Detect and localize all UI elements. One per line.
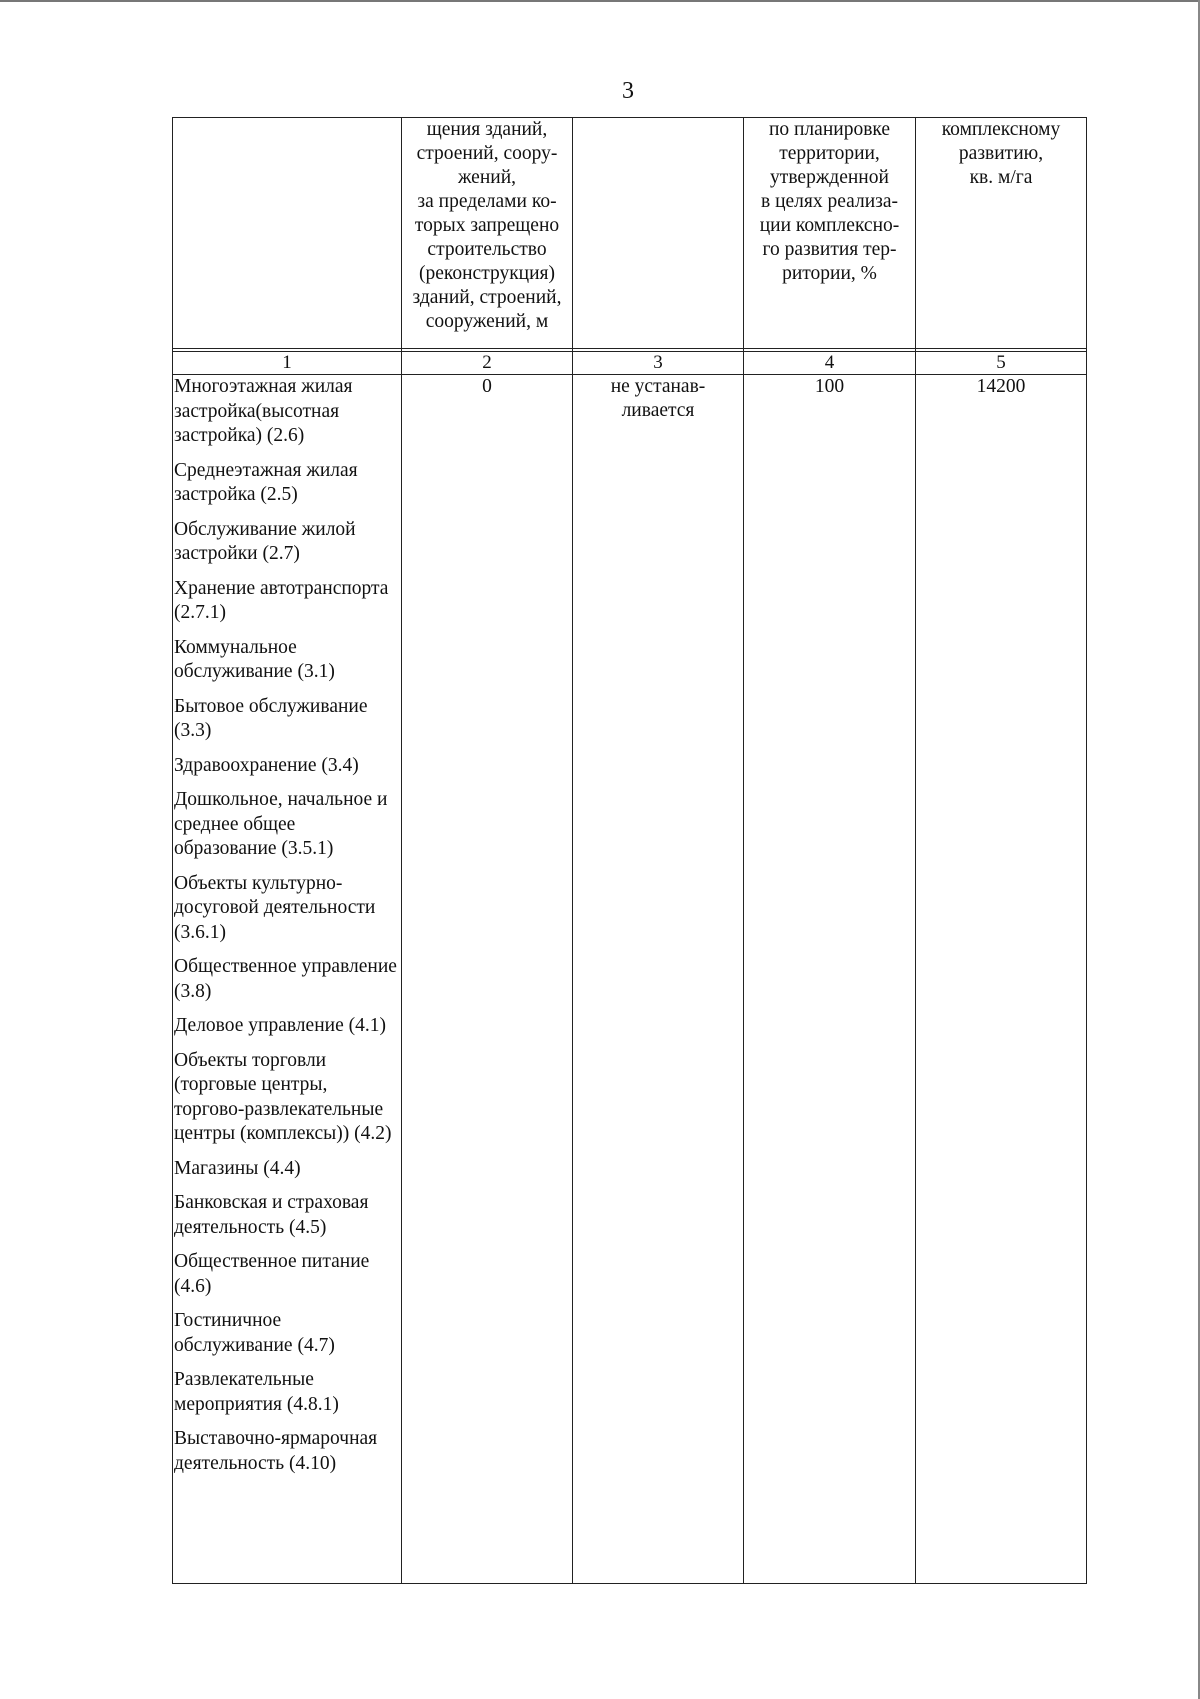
column-number: 4	[744, 352, 916, 375]
land-use-item: Объекты торговли (торговые центры, торгово-развлекательные центры (комплексы)) (4.2)	[174, 1049, 392, 1144]
min-setback-value: 0	[482, 376, 492, 397]
land-use-item: Коммунальное обслуживание (3.1)	[174, 636, 335, 682]
land-use-item: Объекты культурно-досуговой деятельности (3.6.1)	[174, 872, 376, 943]
header-cell-3	[573, 118, 744, 349]
col5-area-value: 14200	[976, 376, 1026, 397]
land-use-item: Хранение автотранспорта (2.7.1)	[174, 577, 389, 623]
column-number: 3	[573, 352, 744, 375]
table-body-row	[173, 375, 1087, 1584]
land-use-item: Деловое управление (4.1)	[174, 1015, 386, 1036]
header-cell-5: комплексному развитию, кв. м/га	[916, 118, 1087, 349]
column-number-row	[173, 352, 1087, 375]
land-use-item: Развлекательные мероприятия (4.8.1)	[174, 1369, 339, 1415]
column-number: 1	[173, 352, 402, 375]
col4-percent-value: 100	[814, 376, 845, 397]
page-number: 3	[622, 78, 634, 104]
value-cell-col2	[402, 375, 573, 1584]
header-cell-1	[173, 118, 402, 349]
land-use-list-cell	[173, 375, 402, 1584]
column-number: 2	[402, 352, 573, 375]
value-cell-col5	[916, 375, 1087, 1584]
col3-value: не устанав- ливается	[610, 376, 706, 421]
land-use-item: Магазины (4.4)	[174, 1157, 301, 1179]
land-use-item: Здравоохранение (3.4)	[174, 754, 359, 776]
column-number: 5	[916, 352, 1087, 375]
land-use-item: Среднеэтажная жилая застройка (2.5)	[174, 459, 358, 505]
land-use-item: Гостиничное обслуживание (4.7)	[174, 1310, 335, 1356]
land-use-item: Многоэтажная жилая застройка(высотная застройка) (2.6)	[174, 376, 353, 446]
header-cell-4: по планировке территории, утвержденной в целях реализа- ции комплексно- го развития тер- ритории, %	[744, 118, 916, 349]
land-use-item: Обслуживание жилой застройки (2.7)	[174, 518, 356, 564]
header-cell-2: щения зданий, строений, соору- жений, за пределами ко- торых запрещено строительство (реконструкция) зданий, строений, сооружений, м	[402, 118, 573, 349]
value-cell-col3	[573, 375, 744, 1584]
land-use-item: Бытовое обслуживание (3.3)	[174, 695, 368, 741]
land-use-item: Банковская и страховая деятельность (4.5)	[174, 1192, 369, 1238]
land-use-item: Общественное управление (3.8)	[174, 956, 397, 1002]
page-edge-top	[0, 0, 1200, 2]
land-use-item: Дошкольное, начальное и среднее общее образование (3.5.1)	[174, 789, 388, 859]
regulations-table	[172, 117, 1087, 1584]
table-header-row	[173, 118, 1087, 349]
land-use-item: Общественное питание (4.6)	[174, 1251, 370, 1297]
value-cell-col4	[744, 375, 916, 1584]
land-use-item: Выставочно-ярмарочная деятельность (4.10)	[174, 1428, 378, 1474]
